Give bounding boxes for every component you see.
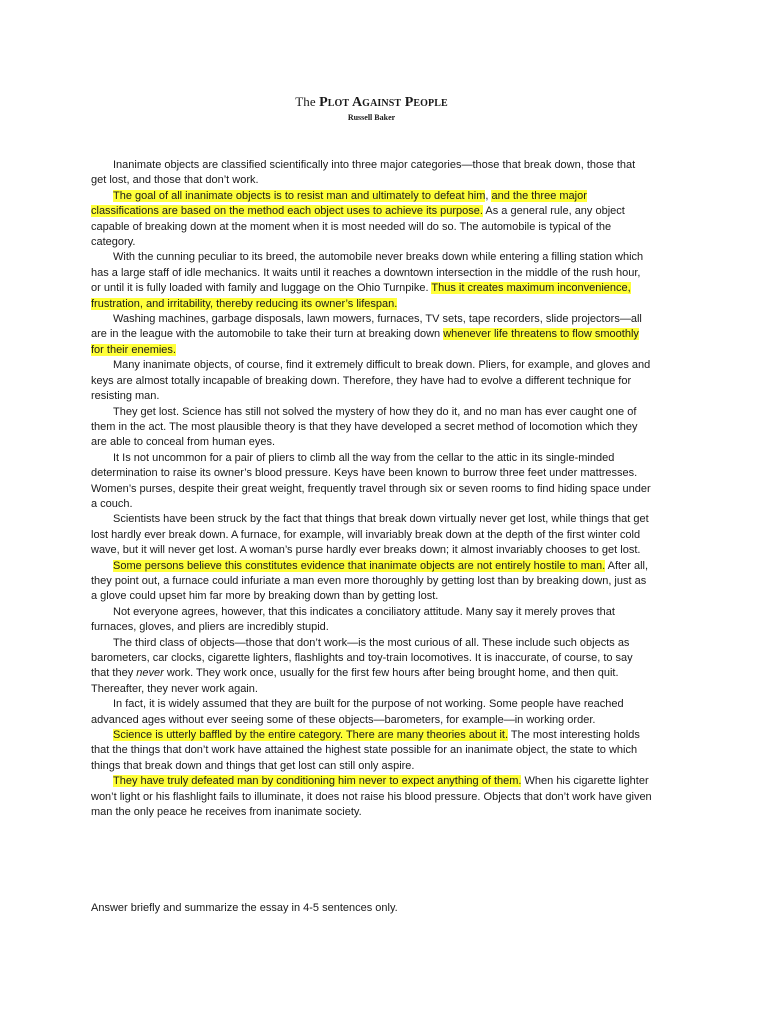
paragraph-text: After all, they point out, a furnace could infuriate a man even more thoroughly by getting lost than by breaking down, just as a glove could upset him far more by breaking down than by getting lost.: [91, 559, 649, 603]
paragraph-text: ,: [485, 189, 492, 202]
paragraph-text: In fact, it is widely assumed that they are built for the purpose of not working. Some people have reached advanced ages without ever seeing some of these objects—barometers, for example—in working order.: [91, 698, 624, 726]
highlighted-text: Thus it creates maximum inconvenience, frustration, and irritability, thereby reducing its owner’s lifespan.: [91, 282, 631, 310]
paragraph-text: Scientists have been struck by the fact that things that break down virtually never get lost, while things that get lost hardly ever break down. A furnace, for example, will invariably break down at the depth of the first winter cold wave, but it will never get lost. A woman’s purse hardly ever breaks down; it almost invariably chooses to get lost.: [91, 513, 649, 557]
paragraph-text: When his cigarette lighter won’t light or his flashlight fails to illuminate, it does not raise his blood pressure. Objects that don’t work have given man the only peace he receives from inanimate society.: [91, 775, 652, 819]
essay-paragraph: [91, 250, 652, 312]
essay-paragraph: [91, 358, 652, 404]
document-title: [91, 94, 652, 111]
essay-paragraph: [91, 512, 652, 558]
highlighted-text: The goal of all inanimate objects is to resist man and ultimately to defeat him: [113, 189, 486, 202]
author-name: Russell Baker: [347, 113, 396, 122]
paragraph-text: The most interesting holds that the things that don’t work have attained the highest state possible for an inanimate object, the state to which things that break down and things that get lost can still only aspire.: [91, 729, 640, 772]
highlighted-text: They have truly defeated man by conditioning him never to expect anything of them.: [113, 775, 522, 788]
paragraph-text: They get lost. Science has still not solved the mystery of how they do it, and no man has ever caught one of them in the act. The most plausible theory is that they have developed a secret method of locomotion which they are able to conceal from human eyes.: [91, 405, 638, 449]
essay-paragraph: [91, 559, 652, 605]
paragraph-text: Many inanimate objects, of course, find it extremely difficult to break down. Pliers, for example, and gloves and keys are almost totally incapable of breaking down. Therefore, they have had to evolve a different technique for resisting man.: [91, 359, 651, 403]
essay-paragraph: [91, 728, 652, 774]
essay-paragraph: [91, 158, 652, 189]
title-main: Plot Against People: [319, 95, 448, 110]
essay-paragraph: [91, 605, 652, 636]
paragraph-text: Not everyone agrees, however, that this indicates a conciliatory attitude. Many say it merely proves that furnaces, gloves, and pliers are incredibly stupid.: [91, 605, 615, 634]
paragraph-text: With the cunning peculiar to its breed, the automobile never breaks down while entering a filling station which has a large staff of idle mechanics. It waits until it reaches a downtown intersection in the middle of the rush hour, or until it is fully loaded with family and luggage on the Ohio Turnpike.: [91, 251, 644, 295]
paragraph-text: As a general rule, any object capable of breaking down at the moment when it is most needed will do so. The automobile is typical of the category.: [91, 205, 625, 249]
highlighted-text: Some persons believe this constitutes evidence that inanimate objects are not entirely hostile to man.: [113, 559, 606, 572]
essay-paragraph: [91, 451, 652, 513]
emphasized-text: never: [136, 667, 164, 680]
paragraph-text: It Is not uncommon for a pair of pliers to climb all the way from the cellar to the attic in its single-minded determination to raise its owner’s blood pressure. Keys have been known to burrow three feet under mattresses. Women’s purses, despite their great weight, frequently travel through six or seven rooms to find hiding space under a couch.: [91, 451, 651, 510]
essay-paragraph: [91, 312, 652, 358]
question-prompt: Answer briefly and summarize the essay in 4-5 sentences only.: [91, 902, 398, 914]
highlighted-text: whenever life threatens to flow smoothly for their enemies.: [91, 328, 639, 356]
paragraph-text: Washing machines, garbage disposals, lawn mowers, furnaces, TV sets, tape recorders, slide projectors—all are in the league with the automobile to take their turn at breaking down: [91, 313, 642, 341]
essay-body: [91, 158, 652, 820]
highlighted-text: Science is utterly baffled by the entire category. There are many theories about it.: [113, 729, 508, 742]
title-prefix: The: [295, 94, 316, 109]
paragraph-text: Inanimate objects are classified scientifically into three major categories—those that break down, those that get lost, and those that don’t work.: [91, 159, 636, 187]
essay-paragraph: [91, 405, 652, 451]
essay-paragraph: [91, 636, 652, 698]
paragraph-text: work. They work once, usually for the first few hours after being brought home, and then quit. Thereafter, they never work again.: [91, 667, 619, 695]
title-block: [91, 94, 652, 123]
highlighted-text: and the three major classifications are based on the method each object uses to achieve its purpose.: [91, 189, 587, 218]
paragraph-text: The third class of objects—those that don’t work—is the most curious of all. These include such objects as barometers, car clocks, cigarette lighters, flashlights and toy-train locomotives. It is inaccurate, of course, to say that they: [91, 636, 633, 680]
essay-paragraph: [91, 774, 652, 820]
essay-paragraph: [91, 189, 652, 251]
essay-paragraph: [91, 697, 652, 728]
